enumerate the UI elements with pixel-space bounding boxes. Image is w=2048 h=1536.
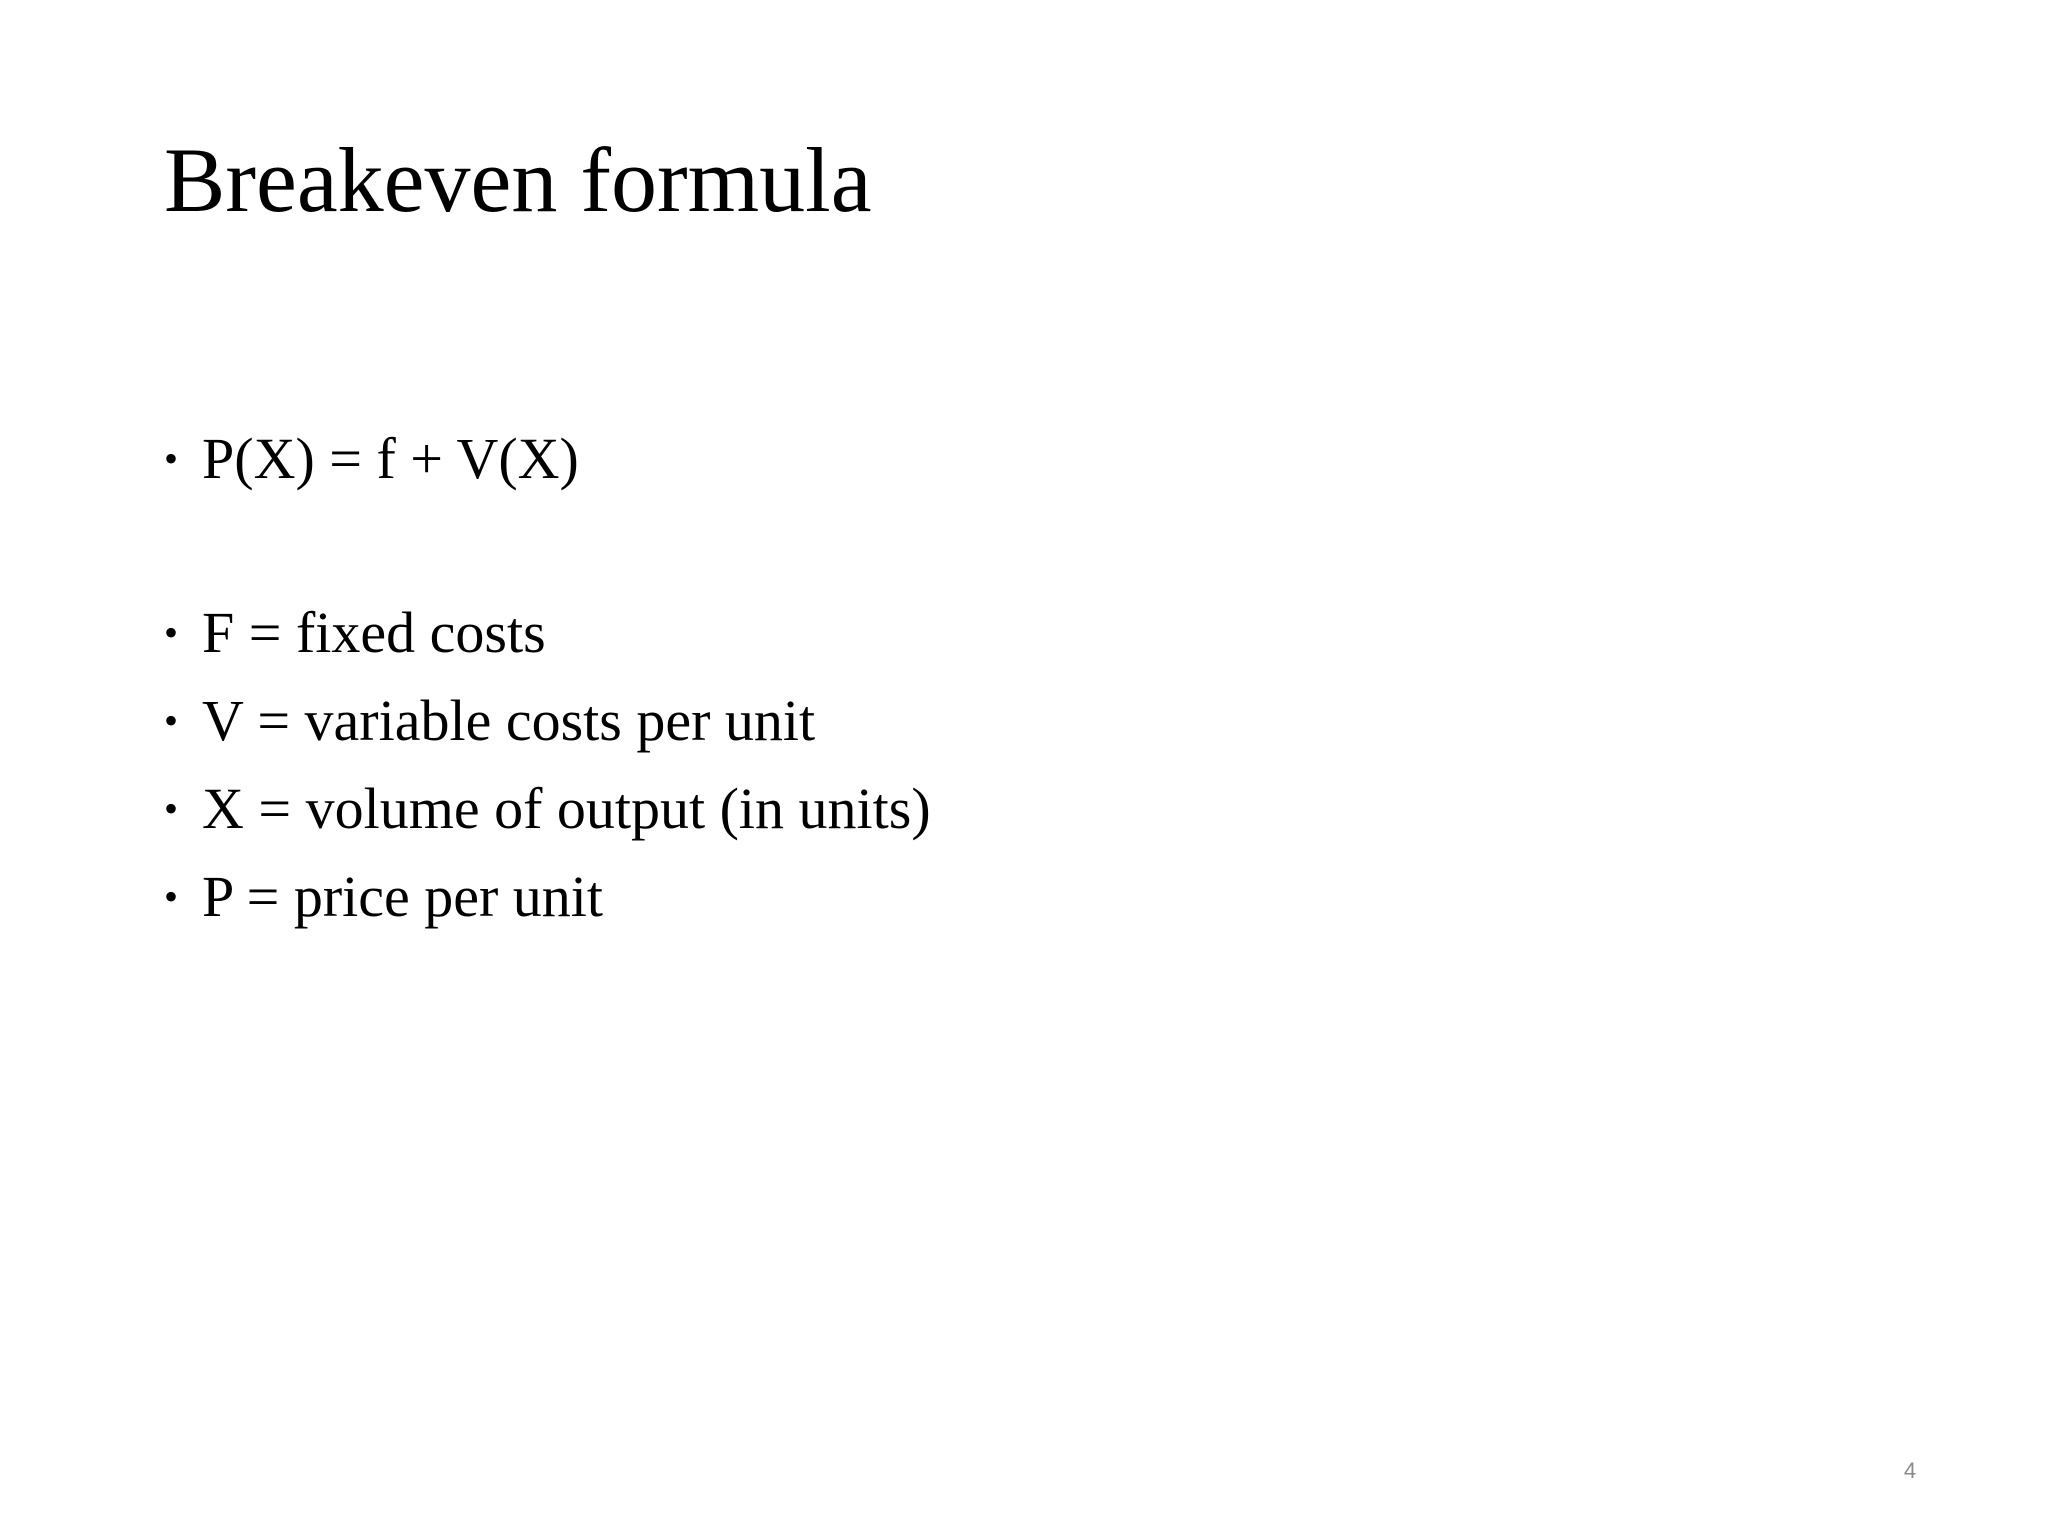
bullet-text: P = price per unit — [202, 864, 604, 929]
bullet-item-formula — [164, 426, 579, 491]
bullet-text: F = fixed costs — [202, 600, 546, 665]
bullet-icon: • — [164, 436, 179, 481]
bullet-icon: • — [164, 698, 179, 743]
bullet-icon: • — [164, 610, 179, 655]
bullet-text: V = variable costs per unit — [202, 688, 816, 753]
bullet-text: P(X) = f + V(X) — [202, 426, 579, 491]
bullet-item-volume — [164, 776, 931, 841]
bullet-item-fixed-costs — [164, 600, 546, 665]
bullet-icon: • — [164, 786, 179, 831]
slide-title: Breakeven formula — [164, 129, 872, 231]
bullet-icon: • — [164, 874, 179, 919]
bullet-item-variable-costs — [164, 688, 816, 753]
slide-number: 4 — [1903, 1458, 1917, 1483]
bullet-text: X = volume of output (in units) — [202, 776, 931, 841]
bullet-item-price — [164, 864, 604, 929]
